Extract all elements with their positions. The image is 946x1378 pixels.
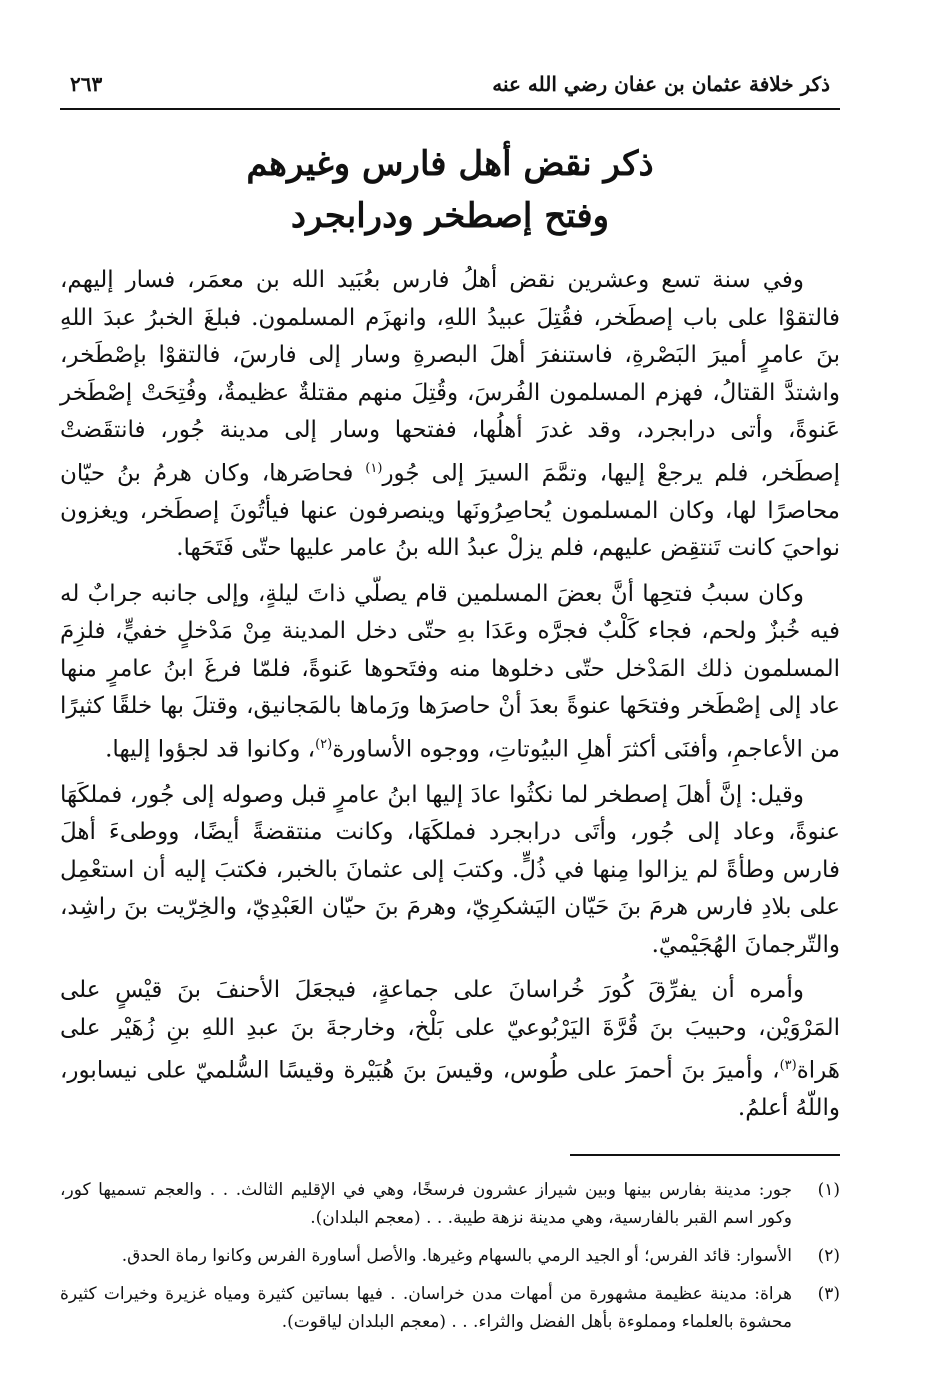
page-number: ٢٦٣ bbox=[70, 72, 103, 96]
paragraph bbox=[60, 262, 840, 568]
paragraph-text: ، وأميرَ بنَ أحمرَ على طُوس، وقيسَ بنَ هُبَيْرة وقيسًا السُّلميّ على نيسابور، واللّهُ أعلمُ. bbox=[60, 1057, 840, 1122]
paragraph bbox=[60, 972, 840, 1128]
footnote-reference[interactable]: (٢) bbox=[315, 736, 333, 752]
footnote-text: جور: مدينة بفارس بينها وبين شيراز عشرون فرسخًا، وهي في الإقليم الثالث. . . والعجم تسميها كور، وكور اسم القبر بالفارسية، وهي مدينة نزهة طيبة. . . (معجم البلدان). bbox=[60, 1179, 792, 1228]
footnote bbox=[60, 1176, 840, 1232]
book-page bbox=[60, 60, 840, 1340]
paragraph bbox=[60, 777, 840, 965]
paragraph-text: وقيل: إنَّ أهلَ إصطخر لما نكثُوا عادَ إليها ابنُ عامرٍ قبل وصوله إلى جُور، فملكَهَا عنوةً، وعاد إلى جُور، وأتَى درابجرد فملكَهَا، وكانت منتقضةً أيضًا، ووطىءَ أهلَ فارس وطأةً لم يزالوا مِنها في ذُلٍّ. وكتبَ إلى عثمانَ بالخبر، فكتبَ إليه أن استعْمِل على بلادِ فارس هرمَ بنَ حَيّان اليَشكرِيّ، وهرمَ بنَ حيّان العَبْدِيّ، والخِرّيت بنَ راشِد، والتّرجمانَ الهُجَيْميّ. bbox=[60, 781, 840, 958]
footnote bbox=[60, 1242, 840, 1270]
section-title bbox=[60, 138, 840, 242]
section-title-line-2: وفتح إصطخر ودرابجرد bbox=[290, 196, 610, 236]
footnote-number: (٣) bbox=[817, 1283, 840, 1304]
footnote-divider bbox=[570, 1154, 840, 1156]
paragraph-text: وكان سببُ فتحِها أنَّ بعضَ المسلمين قام يصلّي ذاتَ ليلةٍ، وإلى جانبه جرابٌ له فيه خُبزٌ ولحم، فجاء كَلْبٌ فجرَّه وعَدَا بهِ حتّى دخل المدينة مِنْ مَدْخلٍ خفيٍّ، فلزِمَ المسلمون ذلك المَدْخل حتّى دخلوها منه وفتَحوها عَنوةً، فلمّا فرغَ ابنُ عامرٍ منها عاد إلى إصْطَخر وفتحَها عنوةً بعدَ أنْ حاصرَها ورَماها بالمَجانيق، وقتلَ بها خلقًا كثيرًا من الأعاجمِ، وأفنَى أكثرَ أهلِ البيُوتاتِ، ووجوه الأساورة bbox=[60, 580, 840, 763]
footnote-text: هراة: مدينة عظيمة مشهورة من أمهات مدن خراسان. . فيها بساتين كثيرة ومياه غزيرة وخيرات كثيرة محشوة بالعلماء ومملوءة بأهل الفضل والثراء. . . (معجم البلدان لياقوت). bbox=[60, 1283, 792, 1332]
running-title: ذكر خلافة عثمان بن عفان رضي الله عنه bbox=[492, 72, 830, 96]
footnotes bbox=[60, 1176, 840, 1336]
paragraph-text: وفي سنة تسع وعشرين نقض أهلُ فارس بعُبَيد الله بن معمَر، فسار إليهم، فالتقوْا على باب إصطَخر، فقُتِلَ عبيدُ اللهِ، وانهزَم المسلمون. فبلغَ الخبرُ عبدَ اللهِ بنَ عامرٍ أميرَ البَصْرةِ، فاستنفرَ أهلَ البصرةِ وسار إلى فارسَ، فالتقوْا بإصْطَخر، واشتدَّ القتالُ، فهزم المسلمون الفُرسَ، وقُتِلَ منهم مقتلةٌ عظيمةٌ، وفُتِحَتْ إصْطَخر عَنوةً، وأتى درابجرد، وقد غدرَ أهلُها، ففتحها وسار إلى مدينة جُور، فانتقَضتْ إصطَخر، فلم يرجعْ إليها، وتمَّمَ السيرَ إلى جُور bbox=[60, 267, 841, 487]
paragraph-text: وأمره أن يفرِّقَ كُورَ خُراسانَ على جماعةٍ، فيجعَلَ الأحنفَ بنَ قيْسٍ على المَرْوَيْن، وحبيبَ بنَ قُرَّةَ اليَرْبُوعيّ على بَلْخ، وخارجةَ بنَ عبدِ اللهِ بنِ زُهَيْر على هَراة bbox=[60, 977, 840, 1084]
paragraph bbox=[60, 576, 840, 769]
footnote bbox=[60, 1280, 840, 1336]
footnote-text: الأسوار: قائد الفرس؛ أو الجيد الرمي بالسهام وغيرها. والأصل أساورة الفرس وكانوا رماة الحدق. bbox=[121, 1245, 792, 1266]
footnote-number: (٢) bbox=[817, 1245, 840, 1266]
footnote-number: (١) bbox=[817, 1179, 840, 1200]
running-head bbox=[60, 60, 840, 110]
paragraph-text: ، وكانوا قد لجؤوا إليها. bbox=[105, 736, 316, 763]
paragraph-text: فحاصَرها، وكان هرمُ بنُ حيّان محاصرًا لها، وكان المسلمون يُحاصِرُونَها وينصرفون عنها فيأتُونَ إصطَخر، ويغزون نواحيَ كانت تَنتقِض عليهم، فلم يزلْ عبدُ الله بنُ عامر عليها حتّى فَتَحَها. bbox=[60, 460, 840, 562]
section-title-line-1: ذكر نقض أهل فارس وغيرهم bbox=[246, 144, 654, 184]
footnote-reference[interactable]: (٣) bbox=[779, 1058, 797, 1074]
footnote-reference[interactable]: (١) bbox=[365, 460, 383, 476]
body-text bbox=[60, 262, 840, 1128]
